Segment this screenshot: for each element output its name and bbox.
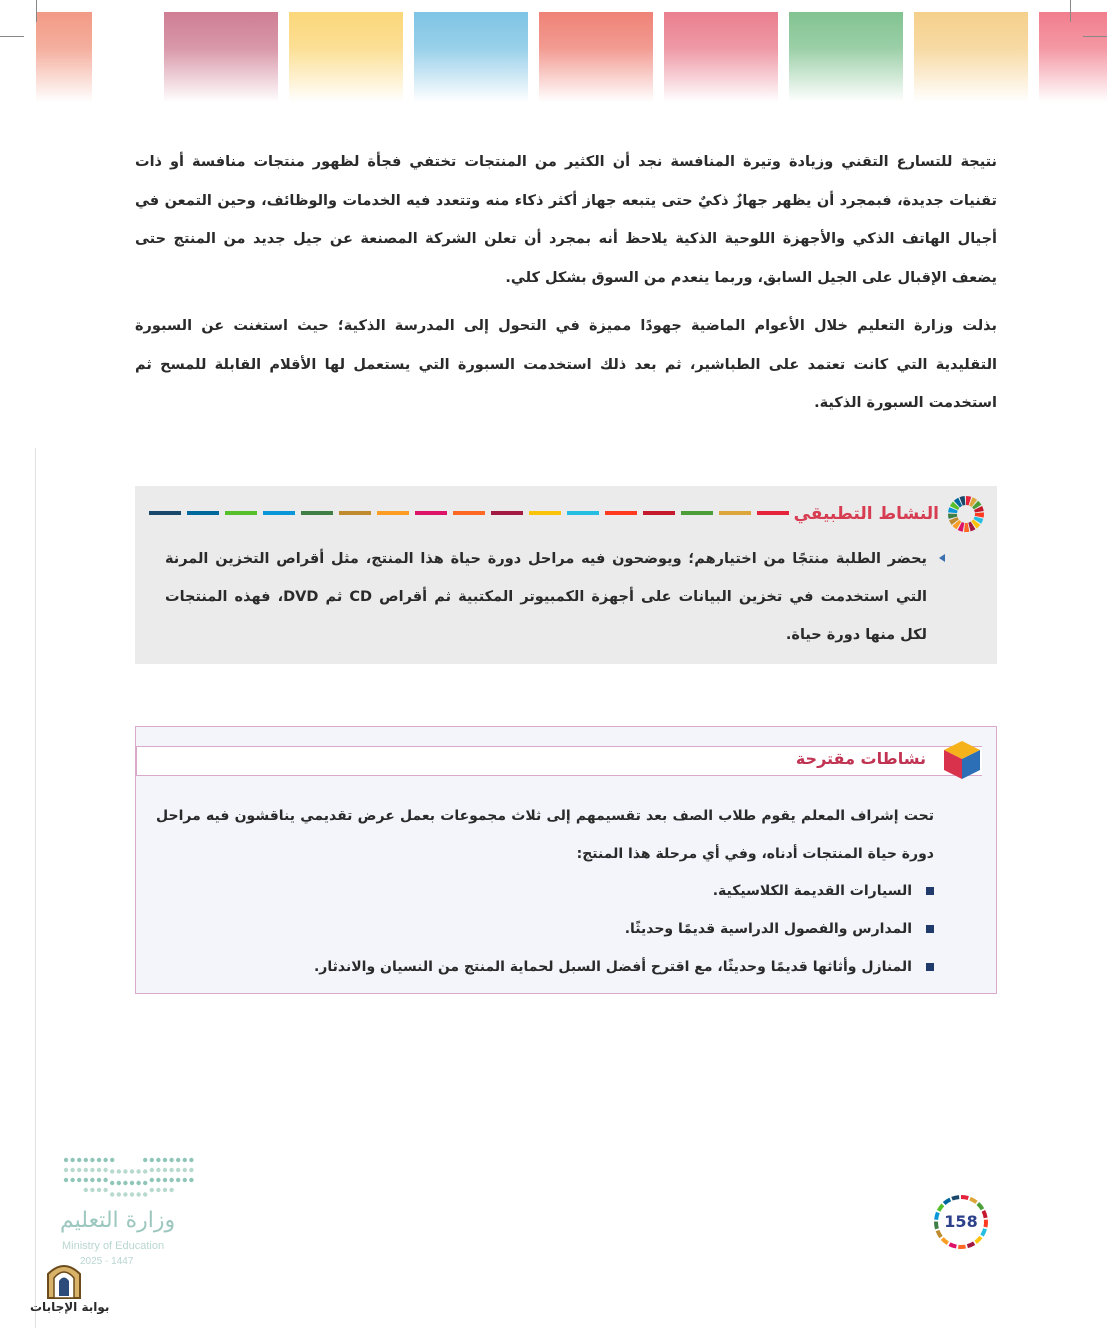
logo-dot <box>64 1178 68 1182</box>
logo-dot <box>143 1169 147 1173</box>
logo-dot <box>189 1158 193 1162</box>
logo-dot <box>97 1168 101 1172</box>
logo-dot <box>176 1168 180 1172</box>
stripe-segment <box>605 511 637 515</box>
logo-dot <box>97 1188 101 1192</box>
list-item-text: السيارات القديمة الكلاسيكية. <box>712 883 912 899</box>
logo-dot <box>117 1181 121 1185</box>
logo-dot <box>64 1168 68 1172</box>
logo-dot <box>103 1168 107 1172</box>
logo-dot <box>189 1178 193 1182</box>
logo-dot <box>136 1192 140 1196</box>
logo-dot <box>90 1158 94 1162</box>
color-tab <box>36 12 92 102</box>
wheel-segment <box>964 523 969 532</box>
logo-dot <box>130 1192 134 1196</box>
ministry-logo-dots-icon <box>62 1155 196 1199</box>
list-item <box>156 910 934 948</box>
color-tab <box>289 12 403 102</box>
logo-dot <box>150 1178 154 1182</box>
answers-gate-label: بوابة الإجابات <box>30 1300 110 1314</box>
crop-mark-top-left-v <box>36 0 37 22</box>
logo-dot <box>150 1158 154 1162</box>
color-tab <box>1039 12 1107 102</box>
logo-dot <box>70 1168 74 1172</box>
answers-gate-logo-icon <box>42 1256 86 1300</box>
logo-dot <box>189 1168 193 1172</box>
logo-dot <box>90 1188 94 1192</box>
logo-dot <box>110 1169 114 1173</box>
logo-dot <box>77 1168 81 1172</box>
logo-dot <box>183 1168 187 1172</box>
logo-dot <box>103 1178 107 1182</box>
paragraph-product-disappearance: نتيجة للتسارع التقني وزيادة وتيرة المنافسة نجد أن الكثير من المنتجات تختفي فجأة لظهور منتجات منافسة أو ذات تقنيات جديدة، فبمجرد أن يظهر جهازٌ ذكيٌ حتى يتبعه جهاز أكثر ذكاء منه وتتعدد فيه الخدمات والوظائف، وحين التمعن في أجيال الهاتف الذكي والأجهزة اللوحية الذكية يلاحظ أنه بمجرد أن تعلن الشركة المصنعة عن جيل جديد من المنتج حتى يضعف الإقبال على الجيل السابق، وربما ينعدم من السوق بشكل كلي. <box>135 154 997 286</box>
logo-dot <box>103 1188 107 1192</box>
logo-dot <box>176 1178 180 1182</box>
logo-dot <box>143 1181 147 1185</box>
stripe-segment <box>187 511 219 515</box>
top-color-tabs <box>36 12 1098 112</box>
logo-dot <box>110 1192 114 1196</box>
stripe-segment <box>529 511 561 515</box>
sdg-wheel-icon <box>947 495 985 533</box>
logo-dot <box>103 1158 107 1162</box>
suggested-activities-box <box>135 726 997 994</box>
list-item-text: المدارس والفصول الدراسية قديمًا وحديثًا. <box>624 921 912 937</box>
logo-dot <box>70 1158 74 1162</box>
list-item-text: المنازل وأثاثها قديمًا وحديثًا، مع اقترح أفضل السبل لحماية المنتج من النسيان والاندثار. <box>313 959 912 975</box>
logo-dot <box>169 1178 173 1182</box>
color-tab <box>664 12 778 102</box>
logo-dot <box>156 1168 160 1172</box>
logo-dot <box>143 1158 147 1162</box>
logo-dot <box>97 1178 101 1182</box>
logo-dot <box>117 1169 121 1173</box>
ministry-year: 2025 - 1447 <box>80 1256 134 1267</box>
logo-dot <box>123 1192 127 1196</box>
square-bullet-icon <box>926 963 934 971</box>
logo-dot <box>156 1158 160 1162</box>
stripe-segment <box>149 511 181 515</box>
color-tab <box>539 12 653 102</box>
logo-dot <box>150 1188 154 1192</box>
ministry-name-arabic: وزارة التعليم <box>60 1208 176 1233</box>
stripe-segment <box>263 511 295 515</box>
paragraph-smart-school: بذلت وزارة التعليم خلال الأعوام الماضية جهودًا مميزة في التحول إلى المدرسة الذكية؛ حيث استغنت عن السبورة التقليدية التي كانت تعتمد على الطباشير، ثم بعد ذلك استخدمت السبورة التي يستعمل لها الأقلام القابلة للمسح ثم استخدمت السبورة الذكية. <box>135 318 997 411</box>
logo-dot <box>90 1178 94 1182</box>
logo-dot <box>183 1178 187 1182</box>
stripe-segment <box>491 511 523 515</box>
logo-dot <box>90 1168 94 1172</box>
color-tab <box>414 12 528 102</box>
logo-dot <box>169 1188 173 1192</box>
logo-dot <box>110 1181 114 1185</box>
logo-dot <box>156 1188 160 1192</box>
activity-header <box>794 496 985 532</box>
logo-dot <box>97 1158 101 1162</box>
stripe-segment <box>301 511 333 515</box>
logo-dot <box>169 1158 173 1162</box>
logo-dot <box>64 1158 68 1162</box>
stripe-segment <box>681 511 713 515</box>
page-edge-rule <box>35 448 36 1328</box>
square-bullet-icon <box>926 925 934 933</box>
logo-dot <box>136 1181 140 1185</box>
logo-dot <box>77 1158 81 1162</box>
activity-title: النشاط التطبيقي <box>793 504 939 524</box>
logo-dot <box>70 1178 74 1182</box>
stripe-segment <box>377 511 409 515</box>
logo-dot <box>150 1168 154 1172</box>
logo-dot <box>169 1168 173 1172</box>
logo-dot <box>84 1188 88 1192</box>
logo-dot <box>136 1169 140 1173</box>
crop-mark-top-right-v <box>1070 0 1071 22</box>
activity-color-stripe <box>149 511 795 515</box>
logo-dot <box>143 1192 147 1196</box>
stripe-segment <box>453 511 485 515</box>
square-bullet-icon <box>926 887 934 895</box>
logo-dot <box>163 1158 167 1162</box>
bullet-arrow-icon <box>939 554 945 562</box>
stripe-segment <box>757 511 789 515</box>
stripe-segment <box>643 511 675 515</box>
suggested-intro: تحت إشراف المعلم يقوم طلاب الصف بعد تقسيمهم إلى ثلاث مجموعات بعمل عرض تقديمي يناقشون فيه مراحل دورة حياة المنتجات أدناه، وفي أي مرحلة هذا المنتج: <box>156 808 934 862</box>
logo-dot <box>183 1158 187 1162</box>
cube-icon <box>942 739 982 781</box>
stripe-segment <box>225 511 257 515</box>
crop-mark-top-right <box>1083 36 1107 37</box>
logo-dot <box>84 1168 88 1172</box>
wheel-segment <box>975 512 984 517</box>
crop-mark-top-left <box>0 36 24 37</box>
applied-activity-box <box>135 486 997 664</box>
logo-dot <box>123 1169 127 1173</box>
logo-dot <box>123 1181 127 1185</box>
color-tab <box>164 12 278 102</box>
color-tab <box>789 12 903 102</box>
suggested-list <box>156 872 934 986</box>
logo-dot <box>176 1158 180 1162</box>
logo-dot <box>110 1158 114 1162</box>
logo-dot <box>117 1192 121 1196</box>
logo-dot <box>130 1181 134 1185</box>
logo-dot <box>130 1169 134 1173</box>
ministry-name-english: Ministry of Education <box>62 1240 165 1252</box>
suggested-title: نشاطات مقترحة <box>795 749 926 768</box>
logo-dot <box>156 1178 160 1182</box>
stripe-segment <box>567 511 599 515</box>
list-item <box>156 948 934 986</box>
stripe-segment <box>415 511 447 515</box>
logo-dot <box>84 1178 88 1182</box>
list-item <box>156 872 934 910</box>
logo-dot <box>77 1178 81 1182</box>
logo-dot <box>163 1178 167 1182</box>
color-tab <box>914 12 1028 102</box>
stripe-segment <box>719 511 751 515</box>
activity-text: يحضر الطلبة منتجًا من اختيارهم؛ ويوضحون فيه مراحل دورة حياة هذا المنتج، مثل أقراص التخزين المرنة التي استخدمت في تخزين البيانات على أجهزة الكمبيوتر المكتبية ثم أقراص CD ثم DVD، فهذه المنتجات لكل منها دورة حياة. <box>165 551 927 643</box>
page-number: 158 <box>944 1212 978 1231</box>
logo-dot <box>163 1168 167 1172</box>
logo-dot <box>163 1188 167 1192</box>
stripe-segment <box>339 511 371 515</box>
logo-dot <box>84 1158 88 1162</box>
